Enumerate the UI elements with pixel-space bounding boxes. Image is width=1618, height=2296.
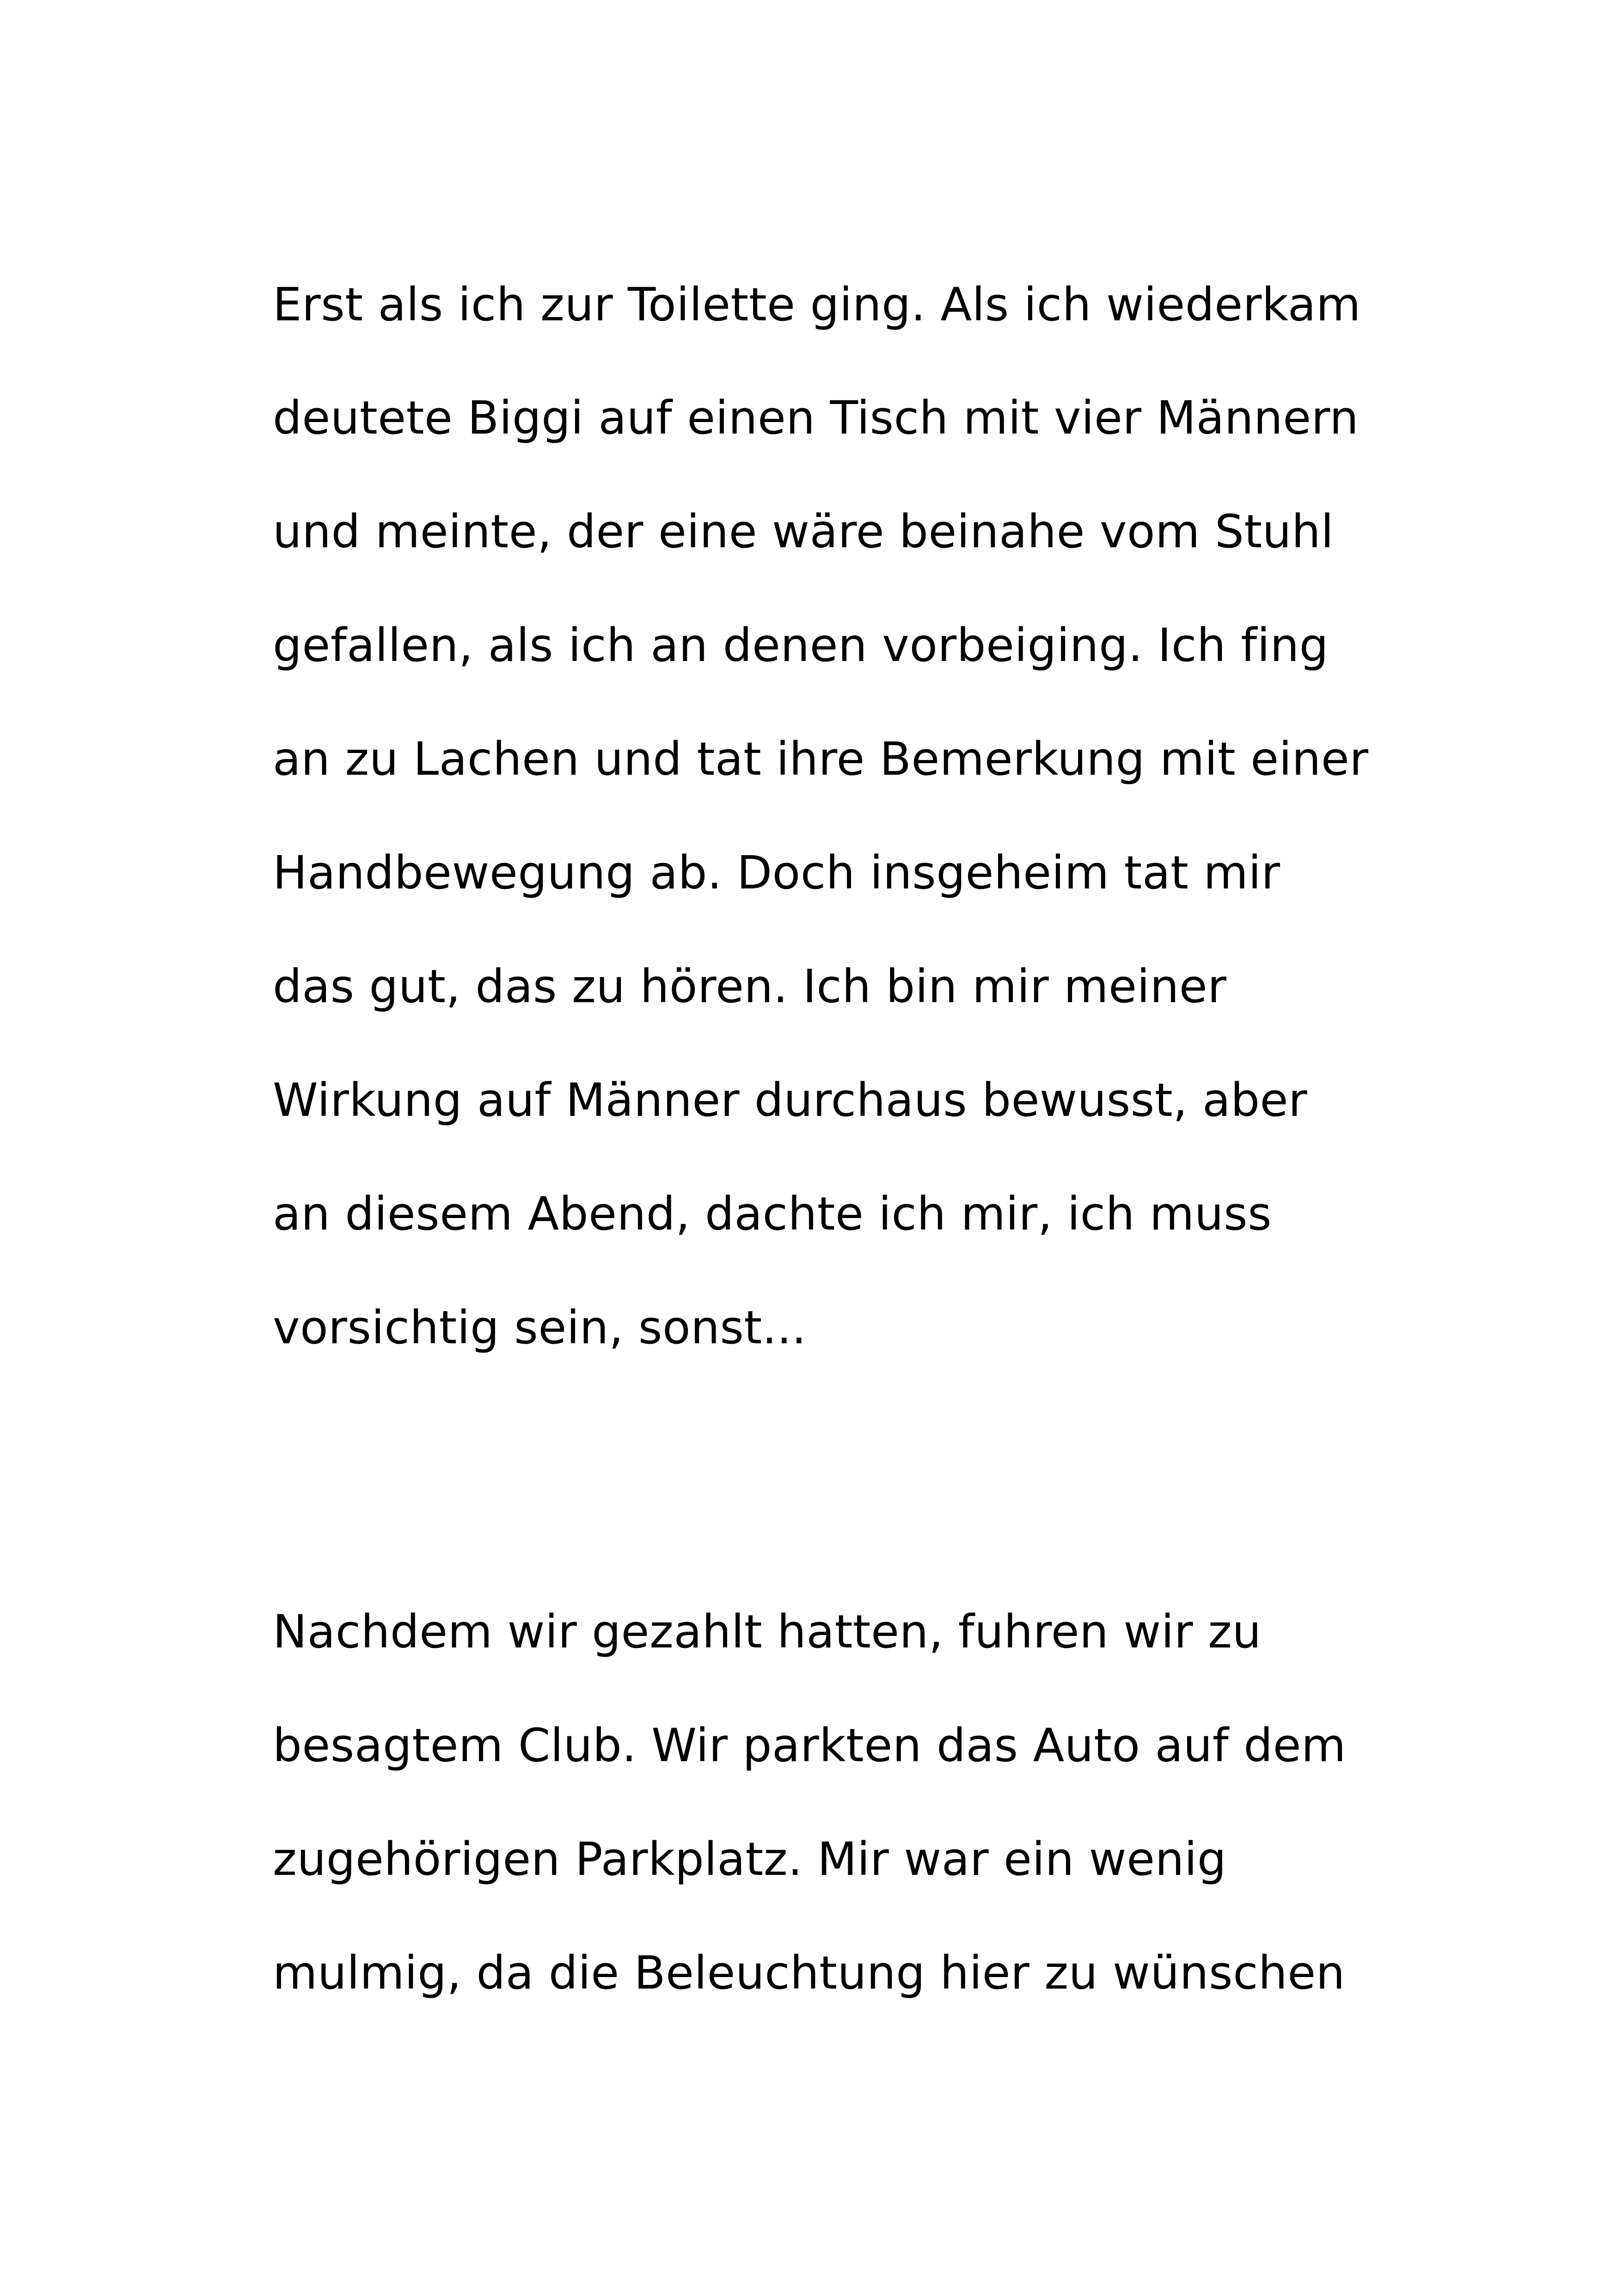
text-line: das gut, das zu hören. Ich bin mir meiner <box>273 960 1227 1013</box>
text-line: mulmig, da die Beleuchtung hier zu wünschen <box>273 1947 1345 2000</box>
text-line: Erst als ich zur Toilette ging. Als ich wiederkam <box>273 278 1361 331</box>
text-line: an zu Lachen und tat ihre Bemerkung mit einer <box>273 733 1369 786</box>
text-line: an diesem Abend, dachte ich mir, ich muss <box>273 1188 1272 1241</box>
text-line: und meinte, der eine wäre beinahe vom Stuhl <box>273 505 1334 558</box>
text-line: Nachdem wir gezahlt hatten, fuhren wir zu <box>273 1605 1262 1659</box>
text-line: gefallen, als ich an denen vorbeiging. Ich fing <box>273 619 1329 672</box>
text-line: deutete Biggi auf einen Tisch mit vier Männern <box>273 392 1359 445</box>
text-line: besagtem Club. Wir parkten das Auto auf dem <box>273 1719 1346 1772</box>
text-line: zugehörigen Parkplatz. Mir war ein wenig <box>273 1833 1227 1886</box>
text-line: Handbewegung ab. Doch insgeheim tat mir <box>273 846 1281 900</box>
text-line: vorsichtig sein, sonst... <box>273 1301 807 1354</box>
text-line: Wirkung auf Männer durchaus bewusst, aber <box>273 1074 1308 1127</box>
